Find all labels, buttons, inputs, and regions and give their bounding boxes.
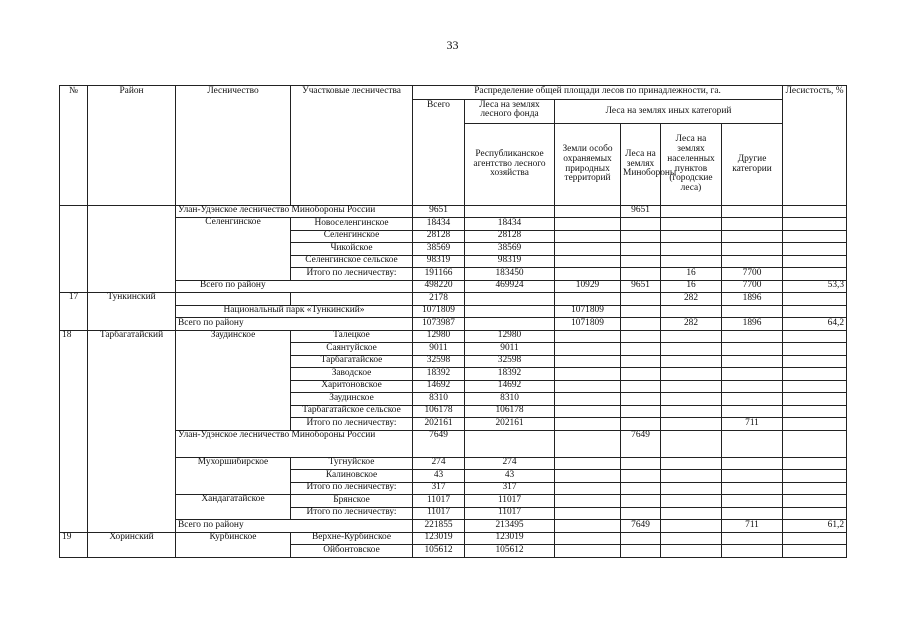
plot-cell: Новоселенгинское: [291, 218, 413, 231]
plot-cell: Верхне-Курбинское: [291, 532, 413, 545]
forestry-label: Улан-Удэнское лесничество Минобороны России: [176, 205, 413, 218]
plot-cell: Тарбагатайское сельское: [291, 405, 413, 418]
protected-cell: 1071809: [555, 318, 621, 331]
total-cell: 123019: [413, 532, 465, 545]
forestry-label: Улан-Удэнское лесничество Минобороны России: [176, 430, 413, 457]
forestry-cell: Курбинское: [176, 532, 291, 557]
table-row: [60, 218, 847, 231]
other-cell: 7700: [722, 268, 783, 281]
defense-cell: 7649: [621, 520, 661, 533]
header-republican-agency: Республиканское агентство лесного хозяйства: [465, 123, 555, 205]
plot-cell: Итого по лесничеству:: [291, 482, 413, 495]
total-cell: 105612: [413, 545, 465, 558]
total-cell: 28128: [413, 230, 465, 243]
district-cell: Тункинский: [88, 293, 176, 331]
header-plot-forestry: Участковые лесничества: [291, 86, 413, 206]
total-cell: 9011: [413, 343, 465, 356]
total-cell: 191166: [413, 268, 465, 281]
total-cell: 38569: [413, 243, 465, 256]
total-cell: 11017: [413, 495, 465, 508]
total-cell: 221855: [413, 520, 465, 533]
header-district: Район: [88, 86, 176, 206]
defense-cell: 9651: [621, 280, 661, 293]
total-cell: 18434: [413, 218, 465, 231]
table-row: [60, 532, 847, 545]
settlements-cell: 16: [661, 280, 722, 293]
header-forest-fund: Леса на землях лесного фонда: [465, 99, 555, 123]
district-total-label: Всего по району: [176, 318, 413, 331]
forest-distribution-table: [59, 85, 847, 558]
header-defense: Леса на землях Минобороны: [621, 123, 661, 205]
fund-cell: 202161: [465, 418, 555, 431]
table-row: [60, 305, 847, 318]
total-cell: 11017: [413, 507, 465, 520]
header-forestry: Лесничество: [176, 86, 291, 206]
defense-cell: 9651: [621, 205, 661, 218]
other-cell: 1896: [722, 318, 783, 331]
forestry-cell: Селенгинское: [176, 218, 291, 281]
fund-cell: 213495: [465, 520, 555, 533]
total-cell: 98319: [413, 255, 465, 268]
header-num: №: [60, 86, 88, 206]
total-cell: 498220: [413, 280, 465, 293]
total-cell: 317: [413, 482, 465, 495]
plot-cell: Селенгинское: [291, 230, 413, 243]
district-total-label: Всего по району: [176, 280, 413, 293]
header-settlements: Леса на землях населенных пунктов (городские леса): [661, 123, 722, 205]
total-cell: 43: [413, 470, 465, 483]
table-row: [60, 293, 847, 306]
fund-cell: 18392: [465, 368, 555, 381]
cover-cell: 53,3: [783, 280, 847, 293]
plot-cell: Саянтуйское: [291, 343, 413, 356]
plot-cell: Итого по лесничеству:: [291, 418, 413, 431]
other-cell: 1896: [722, 293, 783, 306]
table-row: [60, 520, 847, 533]
fund-cell: 274: [465, 457, 555, 470]
plot-cell: Талецкое: [291, 330, 413, 343]
table-row: [60, 318, 847, 331]
total-cell: 7649: [413, 430, 465, 457]
defense-cell: 7649: [621, 430, 661, 457]
row-number: 17: [60, 293, 88, 331]
fund-cell: 8310: [465, 393, 555, 406]
other-cell: 711: [722, 418, 783, 431]
fund-cell: 43: [465, 470, 555, 483]
table-row: [60, 457, 847, 470]
table-row: [60, 280, 847, 293]
plot-cell: Брянское: [291, 495, 413, 508]
table-row: [60, 205, 847, 218]
page-number: 33: [446, 38, 459, 52]
plot-cell: Итого по лесничеству:: [291, 507, 413, 520]
fund-cell: 105612: [465, 545, 555, 558]
total-cell: 32598: [413, 355, 465, 368]
row-number: 18: [60, 330, 88, 532]
fund-cell: 12980: [465, 330, 555, 343]
total-cell: 12980: [413, 330, 465, 343]
total-cell: 106178: [413, 405, 465, 418]
plot-cell: Тугнуйское: [291, 457, 413, 470]
settlements-cell: 282: [661, 293, 722, 306]
total-cell: 8310: [413, 393, 465, 406]
plot-cell: Калиновское: [291, 470, 413, 483]
plot-cell: Чикойское: [291, 243, 413, 256]
table-row: [60, 330, 847, 343]
total-cell: 202161: [413, 418, 465, 431]
protected-cell: 10929: [555, 280, 621, 293]
row-number: 19: [60, 532, 88, 557]
fund-cell: 11017: [465, 495, 555, 508]
table-row: [60, 495, 847, 508]
plot-cell: Заводское: [291, 368, 413, 381]
plot-cell: Итого по лесничеству:: [291, 268, 413, 281]
fund-cell: 98319: [465, 255, 555, 268]
plot-cell: Харитоновское: [291, 380, 413, 393]
cover-cell: 61,2: [783, 520, 847, 533]
fund-cell: 38569: [465, 243, 555, 256]
other-cell: 7700: [722, 280, 783, 293]
total-cell: 18392: [413, 368, 465, 381]
plot-cell: Ойбонтовское: [291, 545, 413, 558]
total-cell: 274: [413, 457, 465, 470]
district-cell: Хоринский: [88, 532, 176, 557]
district-total-label: Всего по району: [176, 520, 413, 533]
fund-cell: 106178: [465, 405, 555, 418]
total-cell: 2178: [413, 293, 465, 306]
other-cell: 711: [722, 520, 783, 533]
fund-cell: 28128: [465, 230, 555, 243]
plot-cell: Тарбагатайское: [291, 355, 413, 368]
header-forest-cover: Лесистость, %: [783, 86, 847, 206]
national-park-label: Национальный парк «Тункинский»: [176, 305, 413, 318]
fund-cell: 183450: [465, 268, 555, 281]
total-cell: 14692: [413, 380, 465, 393]
header-distribution: Распределение общей площади лесов по принадлежности, га.: [413, 86, 783, 100]
fund-cell: 123019: [465, 532, 555, 545]
total-cell: 1071809: [413, 305, 465, 318]
fund-cell: 11017: [465, 507, 555, 520]
cover-cell: 64,2: [783, 318, 847, 331]
district-cell: Тарбагатайский: [88, 330, 176, 532]
total-cell: 1073987: [413, 318, 465, 331]
table-row: [60, 430, 847, 457]
total-cell: 9651: [413, 205, 465, 218]
plot-cell: Селенгинское сельское: [291, 255, 413, 268]
plot-cell: Заудинское: [291, 393, 413, 406]
forestry-cell: Заудинское: [176, 330, 291, 430]
header-total: Всего: [413, 99, 465, 205]
header-other: Другие категории: [722, 123, 783, 205]
forestry-cell: Мухоршибирское: [176, 457, 291, 495]
protected-cell: 1071809: [555, 305, 621, 318]
forestry-cell: Хандагатайское: [176, 495, 291, 520]
fund-cell: 9011: [465, 343, 555, 356]
settlements-cell: 282: [661, 318, 722, 331]
fund-cell: 32598: [465, 355, 555, 368]
settlements-cell: 16: [661, 268, 722, 281]
fund-cell: 317: [465, 482, 555, 495]
header-other-categories: Леса на землях иных категорий: [555, 99, 783, 123]
fund-cell: 14692: [465, 380, 555, 393]
fund-cell: 469924: [465, 280, 555, 293]
fund-cell: 18434: [465, 218, 555, 231]
header-protected: Земли особо охраняемых природных территорий: [555, 123, 621, 205]
